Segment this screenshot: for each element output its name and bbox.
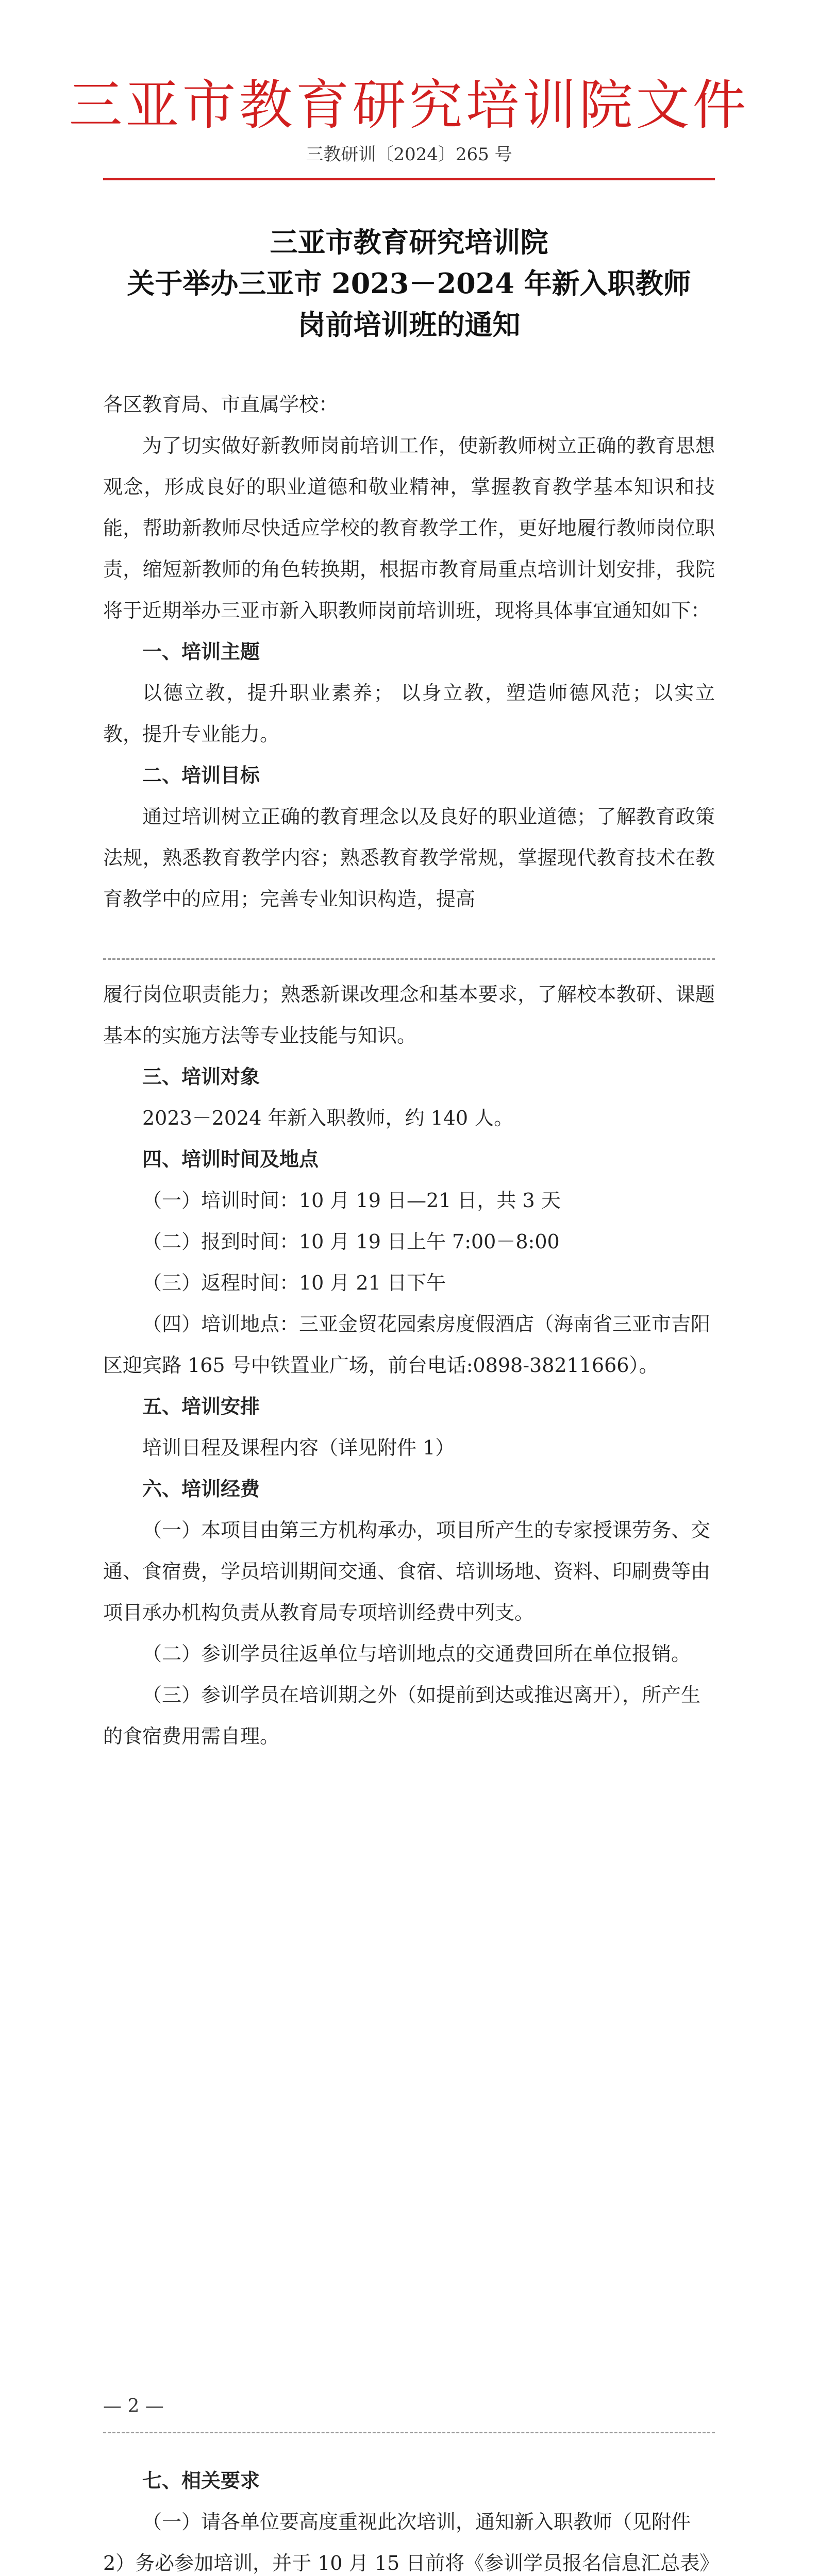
section-4-item: （四）培训地点：三亚金贸花园索房度假酒店（海南省三亚市吉阳区迎宾路 165 号中铁置业广场，前台电话:0898-38211666）。 bbox=[103, 1313, 711, 1377]
page-separator bbox=[103, 2432, 715, 2433]
section-3-text: 2023－2024 年新入职教师，约 140 人。 bbox=[142, 1107, 514, 1129]
notice-title-line-2: 关于举办三亚市 2023－2024 年新入职教师 bbox=[127, 267, 691, 300]
section-5-text: 培训日程及课程内容（详见附件 1） bbox=[142, 1436, 455, 1459]
header-red-rule bbox=[103, 178, 715, 180]
section-4-item: （二）报到时间：10 月 19 日上午 7:00－8:00 bbox=[142, 1230, 560, 1253]
org-title: 三亚市教育研究培训院文件 bbox=[69, 74, 749, 137]
notice-title-line-3: 岗前培训班的通知 bbox=[297, 308, 521, 341]
section-2-title: 二、培训目标 bbox=[142, 764, 260, 787]
section-5-title: 五、培训安排 bbox=[142, 1395, 260, 1418]
section-1-title: 一、培训主题 bbox=[142, 640, 260, 663]
page-separator bbox=[103, 958, 715, 960]
recipients: 各区教育局、市直属学校： bbox=[103, 393, 339, 416]
notice-title-line-1: 三亚市教育研究培训院 bbox=[270, 226, 548, 259]
section-6-item: （二）参训学员往返单位与培训地点的交通费回所在单位报销。 bbox=[142, 1642, 691, 1665]
page-3-body bbox=[103, 2460, 715, 2576]
section-6-title: 六、培训经费 bbox=[142, 1477, 260, 1500]
document-number: 三教研训〔2024〕265 号 bbox=[306, 144, 512, 165]
page-number: — 2 — bbox=[103, 2396, 164, 2417]
section-7-title: 七、相关要求 bbox=[142, 2469, 260, 2492]
section-2-text-b: 履行岗位职责能力；熟悉新课改理念和基本要求，了解校本教研、课题基本的实施方法等专业技能与知识。 bbox=[103, 983, 715, 1047]
section-3-title: 三、培训对象 bbox=[142, 1065, 260, 1088]
page-2-body bbox=[103, 974, 715, 1757]
section-7-item: （一）请各单位要高度重视此次培训，通知新入职教师（见附件 2）务必参加培训，并于 10 月 15 日前将《参训学员报名信息汇总表》 bbox=[103, 2511, 710, 2574]
section-2-text-a: 通过培训树立正确的教育理念以及良好的职业道德；了解教育政策法规，熟悉教育教学内容；熟悉教育教学常规，掌握现代教育技术在教育教学中的应用；完善专业知识构造，提高 bbox=[103, 805, 715, 910]
notice-title bbox=[0, 222, 818, 345]
section-6-item: （三）参训学员在培训期之外（如提前到达或推迟离开），所产生的食宿费用需自理。 bbox=[103, 1684, 701, 1748]
section-4-item: （三）返程时间：10 月 21 日下午 bbox=[142, 1272, 446, 1294]
section-4-title: 四、培训时间及地点 bbox=[142, 1147, 319, 1171]
section-6-item: （一）本项目由第三方机构承办，项目所产生的专家授课劳务、交通、食宿费，学员培训期间交通、食宿、培训场地、资料、印刷费等由项目承办机构负责从教育局专项培训经费中列支。 bbox=[103, 1519, 711, 1624]
section-1-text: 以德立教，提升职业素养； 以身立教，塑造师德风范；以实立教，提升专业能力。 bbox=[103, 682, 715, 745]
section-4-item: （一）培训时间：10 月 19 日—21 日，共 3 天 bbox=[142, 1189, 561, 1212]
page-1-body bbox=[103, 384, 715, 920]
intro-paragraph: 为了切实做好新教师岗前培训工作，使新教师树立正确的教育思想观念，形成良好的职业道德和敬业精神，掌握教育教学基本知识和技能，帮助新教师尽快适应学校的教育教学工作，更好地履行教师岗位职责，缩短新教师的角色转换期，根据市教育局重点培训计划安排，我院将于近期举办三亚市新入职教师岗前培训班，现将具体事宜通知如下： bbox=[103, 434, 715, 622]
